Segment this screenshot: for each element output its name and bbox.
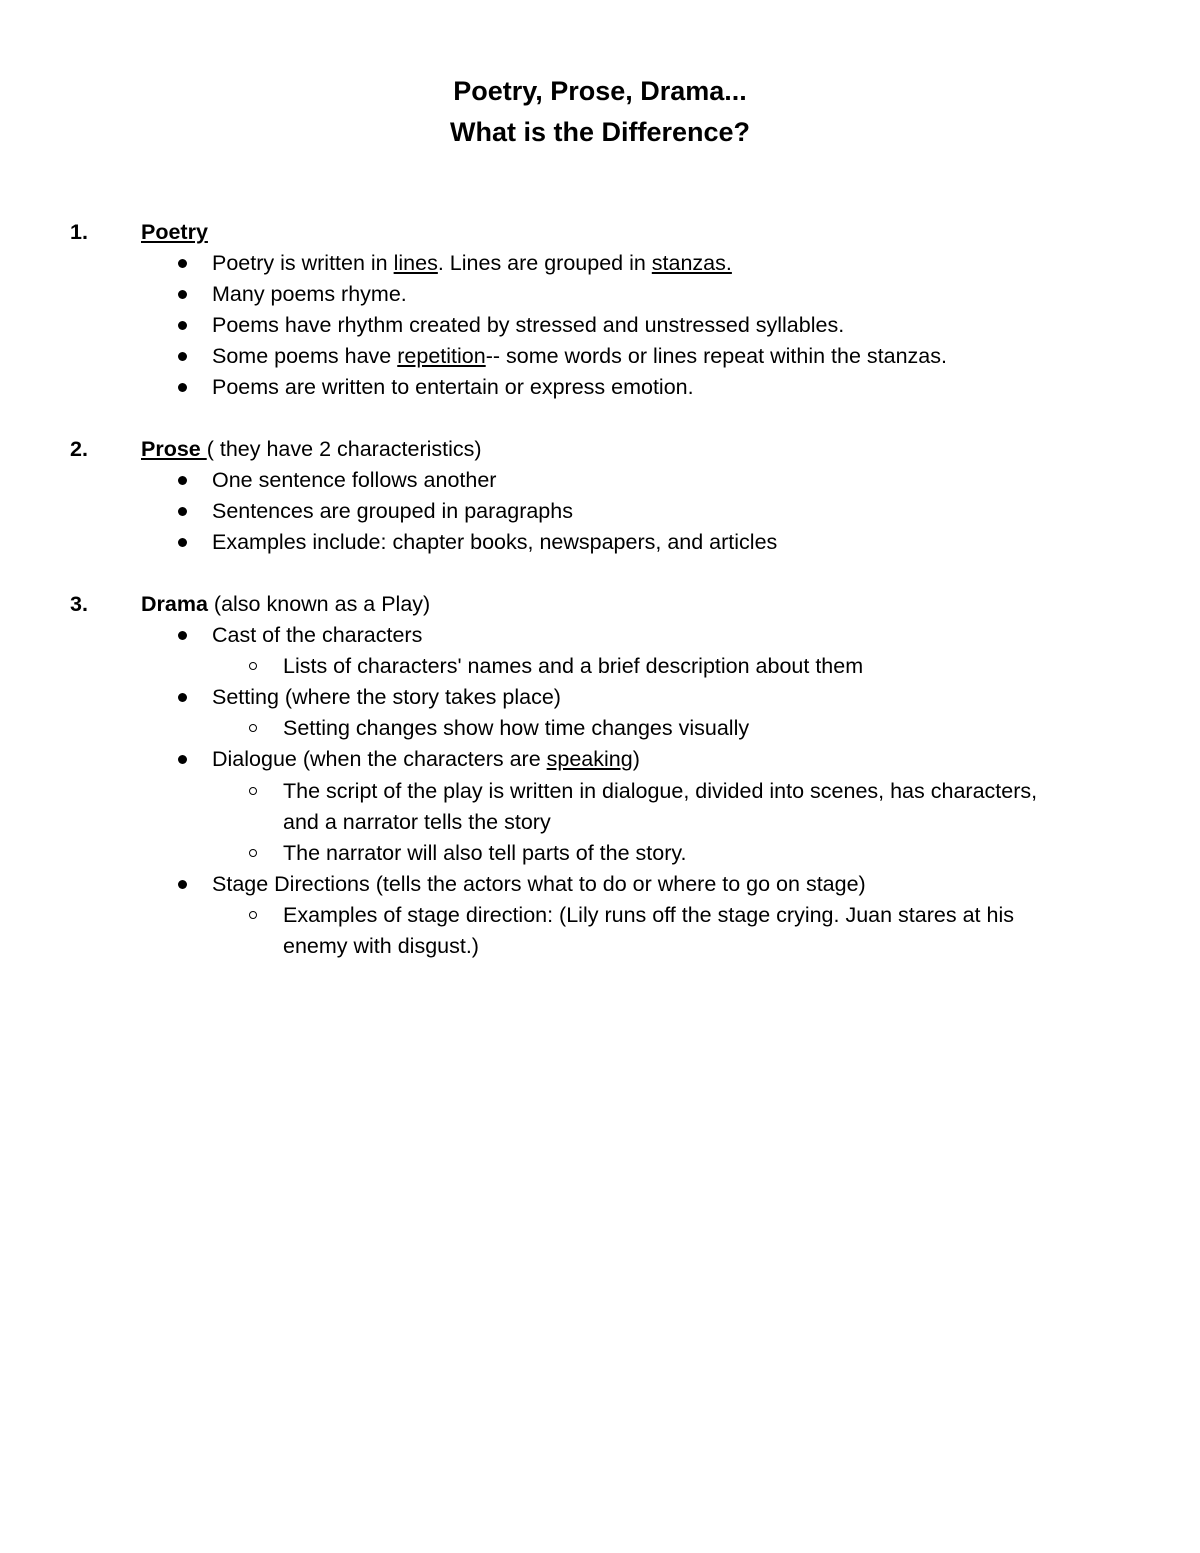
bullet-icon — [178, 476, 187, 485]
list-item: Poetry is written in lines. Lines are grouped in stanzas. — [212, 251, 732, 275]
sub-list-item: The script of the play is written in dialogue, divided into scenes, has characters, — [283, 779, 1038, 803]
bullet-icon — [178, 507, 187, 516]
sub-list-item: Lists of characters' names and a brief description about them — [283, 654, 864, 678]
bullet-icon — [178, 352, 187, 361]
document-title-line-2: What is the Difference? — [449, 117, 751, 147]
sub-bullet-icon — [249, 849, 257, 857]
bullet-icon — [178, 383, 187, 392]
list-item: One sentence follows another — [212, 468, 497, 492]
section-heading-prose: Prose ( they have 2 characteristics) — [141, 437, 482, 461]
sub-bullet-icon — [249, 724, 257, 732]
list-item: Poems have rhythm created by stressed and unstressed syllables. — [212, 313, 845, 337]
document-title-line-1: Poetry, Prose, Drama... — [453, 76, 747, 106]
sub-bullet-icon — [249, 911, 257, 919]
bullet-icon — [178, 259, 187, 268]
section-number-drama: 3. — [70, 592, 88, 616]
sub-bullet-icon — [249, 787, 257, 795]
list-item: Some poems have repetition-- some words or lines repeat within the stanzas. — [212, 344, 947, 368]
bullet-icon — [178, 693, 187, 702]
list-item: Cast of the characters — [212, 623, 423, 647]
section-number-prose: 2. — [70, 437, 88, 461]
bullet-icon — [178, 755, 187, 764]
list-item: Stage Directions (tells the actors what to do or where to go on stage) — [212, 872, 866, 896]
list-item: Poems are written to entertain or express emotion. — [212, 375, 694, 399]
sub-list-item-continuation: and a narrator tells the story — [283, 810, 551, 834]
bullet-icon — [178, 880, 187, 889]
bullet-icon — [178, 538, 187, 547]
section-number-poetry: 1. — [70, 220, 88, 244]
sub-list-item: Setting changes show how time changes visually — [283, 716, 750, 740]
section-heading-poetry: Poetry — [141, 220, 208, 244]
list-item: Examples include: chapter books, newspapers, and articles — [212, 530, 778, 554]
sub-bullet-icon — [249, 662, 257, 670]
bullet-icon — [178, 321, 187, 330]
list-item: Sentences are grouped in paragraphs — [212, 499, 573, 523]
section-heading-drama: Drama (also known as a Play) — [141, 592, 431, 616]
list-item: Dialogue (when the characters are speaking) — [212, 747, 640, 771]
sub-list-item: The narrator will also tell parts of the story. — [283, 841, 687, 865]
bullet-icon — [178, 631, 187, 640]
bullet-icon — [178, 290, 187, 299]
list-item: Many poems rhyme. — [212, 282, 407, 306]
sub-list-item-continuation: enemy with disgust.) — [283, 934, 479, 958]
sub-list-item: Examples of stage direction: (Lily runs off the stage crying. Juan stares at his — [283, 903, 1014, 927]
list-item: Setting (where the story takes place) — [212, 685, 561, 709]
